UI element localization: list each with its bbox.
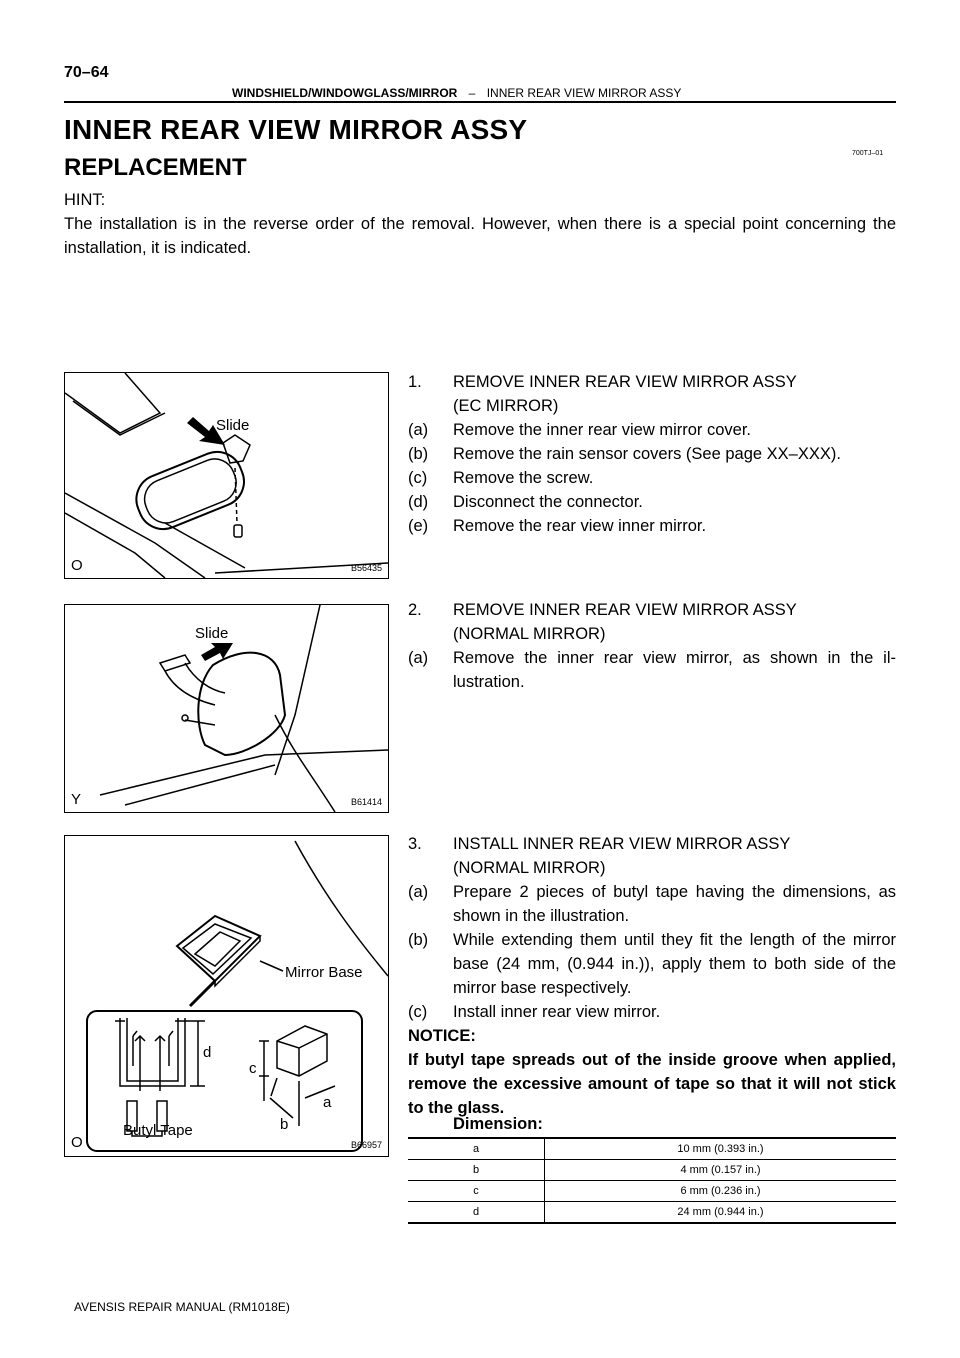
figure-normal-mirror (64, 604, 389, 813)
step-2a-text: Remove the inner rear view mirror, as shown in the il- lustration. (453, 649, 896, 691)
step-1d-key: (d) (408, 493, 429, 511)
step-3b-text: While extending them until they fit the length of the mirror base (24 mm, (0.944 in.)), apply them to both side of the mirror base respectively. (453, 931, 896, 997)
step-3-title-2: (NORMAL MIRROR) (453, 859, 606, 877)
dim-value: 24 mm (0.944 in.) (545, 1202, 897, 1224)
header-section: WINDSHIELD/WINDOWGLASS/MIRROR (232, 86, 458, 100)
step-1e-text: Remove the rear view inner mirror. (453, 517, 707, 535)
dim-d-label: d (203, 1044, 212, 1061)
step-1b-text: Remove the rain sensor covers (See page XX–XXX). (453, 445, 841, 463)
step-2-title-2: (NORMAL MIRROR) (453, 625, 606, 643)
step-1-title-2: (EC MIRROR) (453, 397, 559, 415)
step-1b-key: (b) (408, 445, 429, 463)
step-1e-key: (e) (408, 517, 429, 535)
dim-value: 10 mm (0.393 in.) (545, 1138, 897, 1160)
page-number: 70–64 (64, 64, 109, 81)
step-3a-key: (a) (408, 883, 429, 901)
ec-mirror-illustration (65, 373, 388, 578)
dim-key: a (408, 1138, 545, 1160)
butyl-tape-illustration (65, 836, 388, 1156)
dim-value: 6 mm (0.236 in.) (545, 1181, 897, 1202)
dim-c-label: c (249, 1060, 257, 1077)
notice-label: NOTICE: (408, 1027, 476, 1045)
header-subsection: INNER REAR VIEW MIRROR ASSY (486, 86, 682, 100)
step-1c-key: (c) (408, 469, 428, 487)
dim-key: c (408, 1181, 545, 1202)
step-2-number: 2. (408, 601, 422, 619)
notice-text: If butyl tape spreads out of the inside groove when applied, remove the excessive amount of tape so that it will not stick to the glass. (408, 1051, 896, 1117)
figure-butyl-tape (64, 835, 389, 1157)
header-separator: – (468, 86, 476, 100)
dim-b-label: b (280, 1116, 289, 1133)
doc-code: 700TJ–01 (852, 150, 884, 157)
section-subtitle: REPLACEMENT (64, 154, 247, 181)
butyl-tape-label: Butyl Tape (123, 1122, 193, 1139)
running-header (232, 86, 681, 100)
table-row (408, 1138, 896, 1160)
hint-label: HINT: (64, 191, 106, 209)
step-3-title: INSTALL INNER REAR VIEW MIRROR ASSY (453, 835, 791, 853)
step-1 (408, 370, 896, 540)
step-2 (408, 598, 896, 698)
step-1c-text: Remove the screw. (453, 469, 594, 487)
table-row (408, 1181, 896, 1202)
footer: AVENSIS REPAIR MANUAL (RM1018E) (74, 1300, 290, 1314)
step-1d-text: Disconnect the connector. (453, 493, 643, 511)
dimension-label: Dimension: (453, 1115, 543, 1133)
figure-3-code: B66957 (351, 1140, 383, 1150)
dim-value: 4 mm (0.157 in.) (545, 1160, 897, 1181)
figure-1-corner-mark: O (71, 557, 83, 574)
dimension-table (408, 1137, 896, 1224)
step-2-title: REMOVE INNER REAR VIEW MIRROR ASSY (453, 601, 797, 619)
step-2a-key: (a) (408, 649, 429, 667)
table-row (408, 1160, 896, 1181)
figure-2-code: B61414 (351, 797, 383, 807)
dim-key: b (408, 1160, 545, 1181)
table-row (408, 1202, 896, 1224)
figure-ec-mirror (64, 372, 389, 579)
page-title: INNER REAR VIEW MIRROR ASSY (64, 114, 528, 145)
step-3b-key: (b) (408, 931, 429, 949)
figure-1-slide-label: Slide (216, 417, 250, 434)
figure-2-slide-label: Slide (195, 625, 229, 642)
hint-text: The installation is in the reverse order of the removal. However, when there is a special point concerning the installation, it is indicated. (64, 215, 896, 257)
step-1a-key: (a) (408, 421, 429, 439)
figure-1-code: B56435 (351, 563, 383, 573)
step-1a-text: Remove the inner rear view mirror cover. (453, 421, 752, 439)
step-1-number: 1. (408, 373, 422, 391)
mirror-base-label: Mirror Base (285, 964, 363, 981)
dim-key: d (408, 1202, 545, 1224)
figure-2-corner-mark: Y (71, 791, 82, 808)
step-3a-text: Prepare 2 pieces of butyl tape having the dimensions, as shown in the illustration. (453, 883, 896, 925)
figure-3-corner-mark: O (71, 1134, 83, 1151)
header-rule (64, 101, 896, 103)
step-3 (408, 832, 896, 1032)
step-3-number: 3. (408, 835, 422, 853)
step-3c-text: Install inner rear view mirror. (453, 1003, 661, 1021)
dim-a-label: a (323, 1094, 332, 1111)
step-3c-key: (c) (408, 1003, 428, 1021)
step-1-title: REMOVE INNER REAR VIEW MIRROR ASSY (453, 373, 797, 391)
